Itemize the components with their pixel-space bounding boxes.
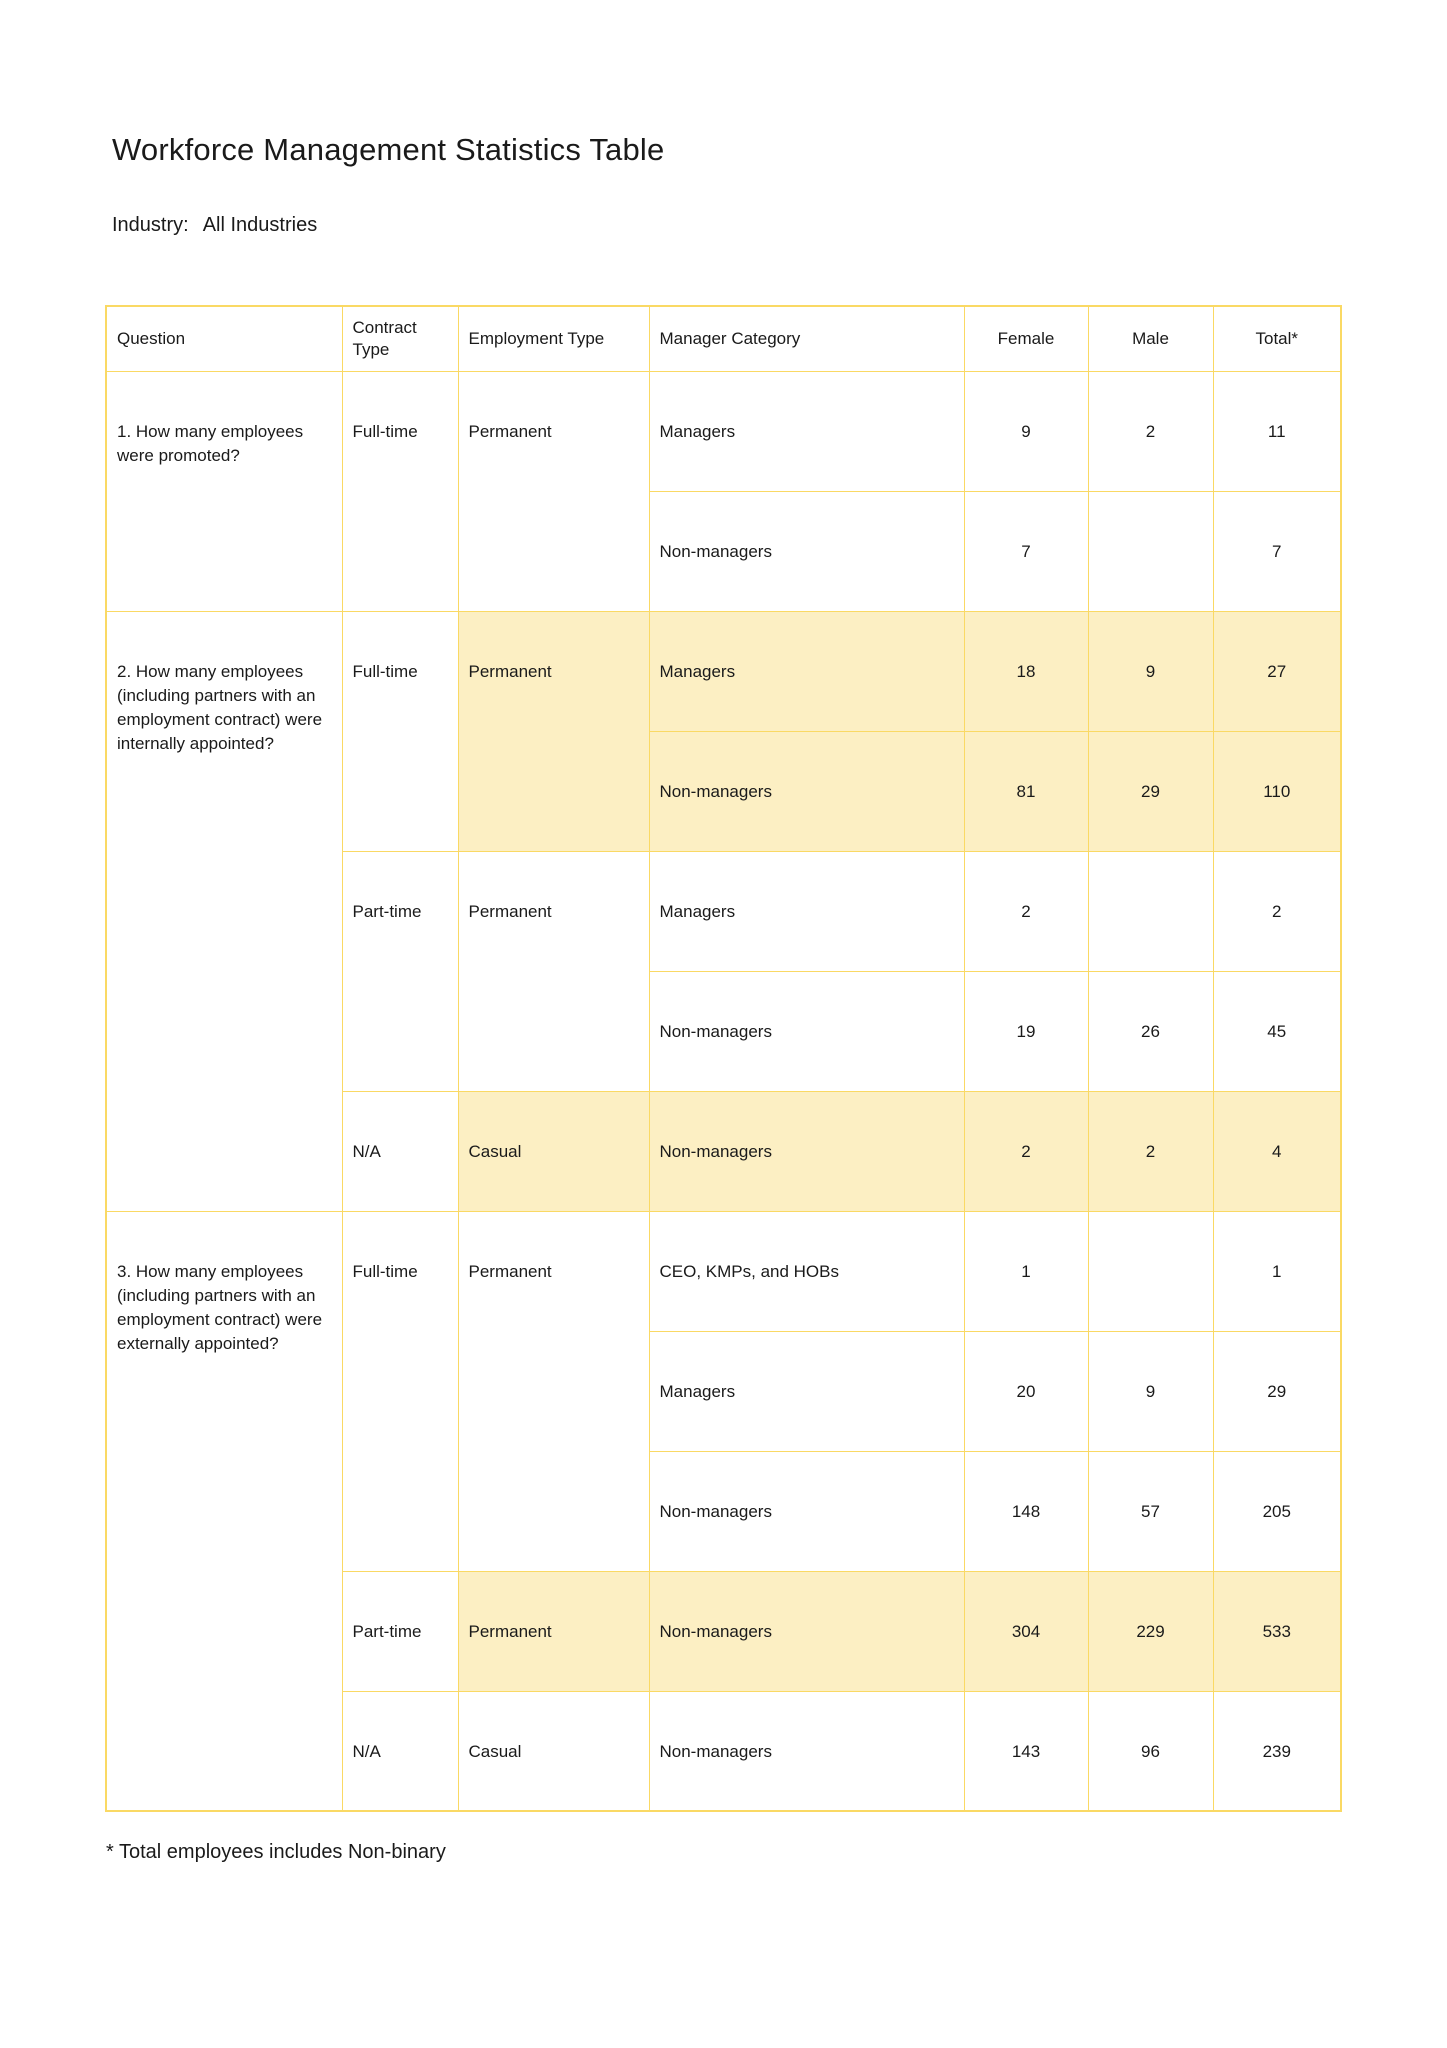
employment-type-cell: Permanent [458,611,649,851]
contract-type-cell: Full-time [342,611,458,851]
female-count-cell: 148 [964,1451,1088,1571]
column-header-manager-category: Manager Category [649,306,964,371]
female-count-cell: 19 [964,971,1088,1091]
contract-type-cell: Part-time [342,1571,458,1691]
manager-category-cell: Non-managers [649,731,964,851]
female-count-cell: 81 [964,731,1088,851]
employment-type-cell: Permanent [458,371,649,611]
manager-category-cell: Non-managers [649,1571,964,1691]
question-cell: 3. How many employees (including partners with an employment contract) were externally appointed? [106,1211,342,1811]
column-header-total: Total* [1213,306,1341,371]
table-row [106,371,1341,491]
total-count-cell: 1 [1213,1211,1341,1331]
male-count-cell: 9 [1088,611,1213,731]
male-count-cell: 2 [1088,371,1213,491]
contract-type-cell: Full-time [342,371,458,611]
contract-type-cell: N/A [342,1691,458,1811]
document-page [0,128,1447,2048]
column-header-female: Female [964,306,1088,371]
employment-type-cell: Casual [458,1691,649,1811]
total-count-cell: 29 [1213,1331,1341,1451]
female-count-cell: 7 [964,491,1088,611]
total-count-cell: 7 [1213,491,1341,611]
male-count-cell [1088,491,1213,611]
table-row [106,1211,1341,1331]
question-cell: 1. How many employees were promoted? [106,371,342,611]
total-count-cell: 533 [1213,1571,1341,1691]
industry-line [112,212,1447,239]
contract-type-cell: N/A [342,1091,458,1211]
male-count-cell: 29 [1088,731,1213,851]
workforce-table [105,305,1342,1812]
table-row [106,611,1341,731]
manager-category-cell: Non-managers [649,1091,964,1211]
page-title: Workforce Management Statistics Table [112,132,665,167]
total-count-cell: 239 [1213,1691,1341,1811]
female-count-cell: 20 [964,1331,1088,1451]
total-count-cell: 45 [1213,971,1341,1091]
male-count-cell: 26 [1088,971,1213,1091]
total-count-cell: 11 [1213,371,1341,491]
female-count-cell: 18 [964,611,1088,731]
male-count-cell: 229 [1088,1571,1213,1691]
total-count-cell: 110 [1213,731,1341,851]
manager-category-cell: Non-managers [649,1451,964,1571]
employment-type-cell: Casual [458,1091,649,1211]
manager-category-cell: Managers [649,851,964,971]
column-header-male: Male [1088,306,1213,371]
female-count-cell: 143 [964,1691,1088,1811]
female-count-cell: 1 [964,1211,1088,1331]
male-count-cell [1088,851,1213,971]
total-count-cell: 2 [1213,851,1341,971]
industry-value: All Industries [202,214,318,236]
total-count-cell: 27 [1213,611,1341,731]
male-count-cell [1088,1211,1213,1331]
manager-category-cell: Managers [649,371,964,491]
manager-category-cell: Managers [649,611,964,731]
footnote: * Total employees includes Non-binary [106,1841,446,1863]
manager-category-cell: Non-managers [649,1691,964,1811]
contract-type-cell: Full-time [342,1211,458,1571]
male-count-cell: 57 [1088,1451,1213,1571]
column-header-employment-type: Employment Type [458,306,649,371]
industry-label: Industry: [112,214,189,236]
table-header-row [106,306,1341,371]
employment-type-cell: Permanent [458,1211,649,1571]
manager-category-cell: Non-managers [649,971,964,1091]
female-count-cell: 304 [964,1571,1088,1691]
question-cell: 2. How many employees (including partners with an employment contract) were internally appointed? [106,611,342,1211]
employment-type-cell: Permanent [458,1571,649,1691]
male-count-cell: 96 [1088,1691,1213,1811]
male-count-cell: 9 [1088,1331,1213,1451]
female-count-cell: 2 [964,1091,1088,1211]
female-count-cell: 2 [964,851,1088,971]
column-header-contract-type: Contract Type [342,306,458,371]
male-count-cell: 2 [1088,1091,1213,1211]
female-count-cell: 9 [964,371,1088,491]
total-count-cell: 205 [1213,1451,1341,1571]
total-count-cell: 4 [1213,1091,1341,1211]
manager-category-cell: Managers [649,1331,964,1451]
contract-type-cell: Part-time [342,851,458,1091]
column-header-question: Question [106,306,342,371]
employment-type-cell: Permanent [458,851,649,1091]
manager-category-cell: CEO, KMPs, and HOBs [649,1211,964,1331]
manager-category-cell: Non-managers [649,491,964,611]
